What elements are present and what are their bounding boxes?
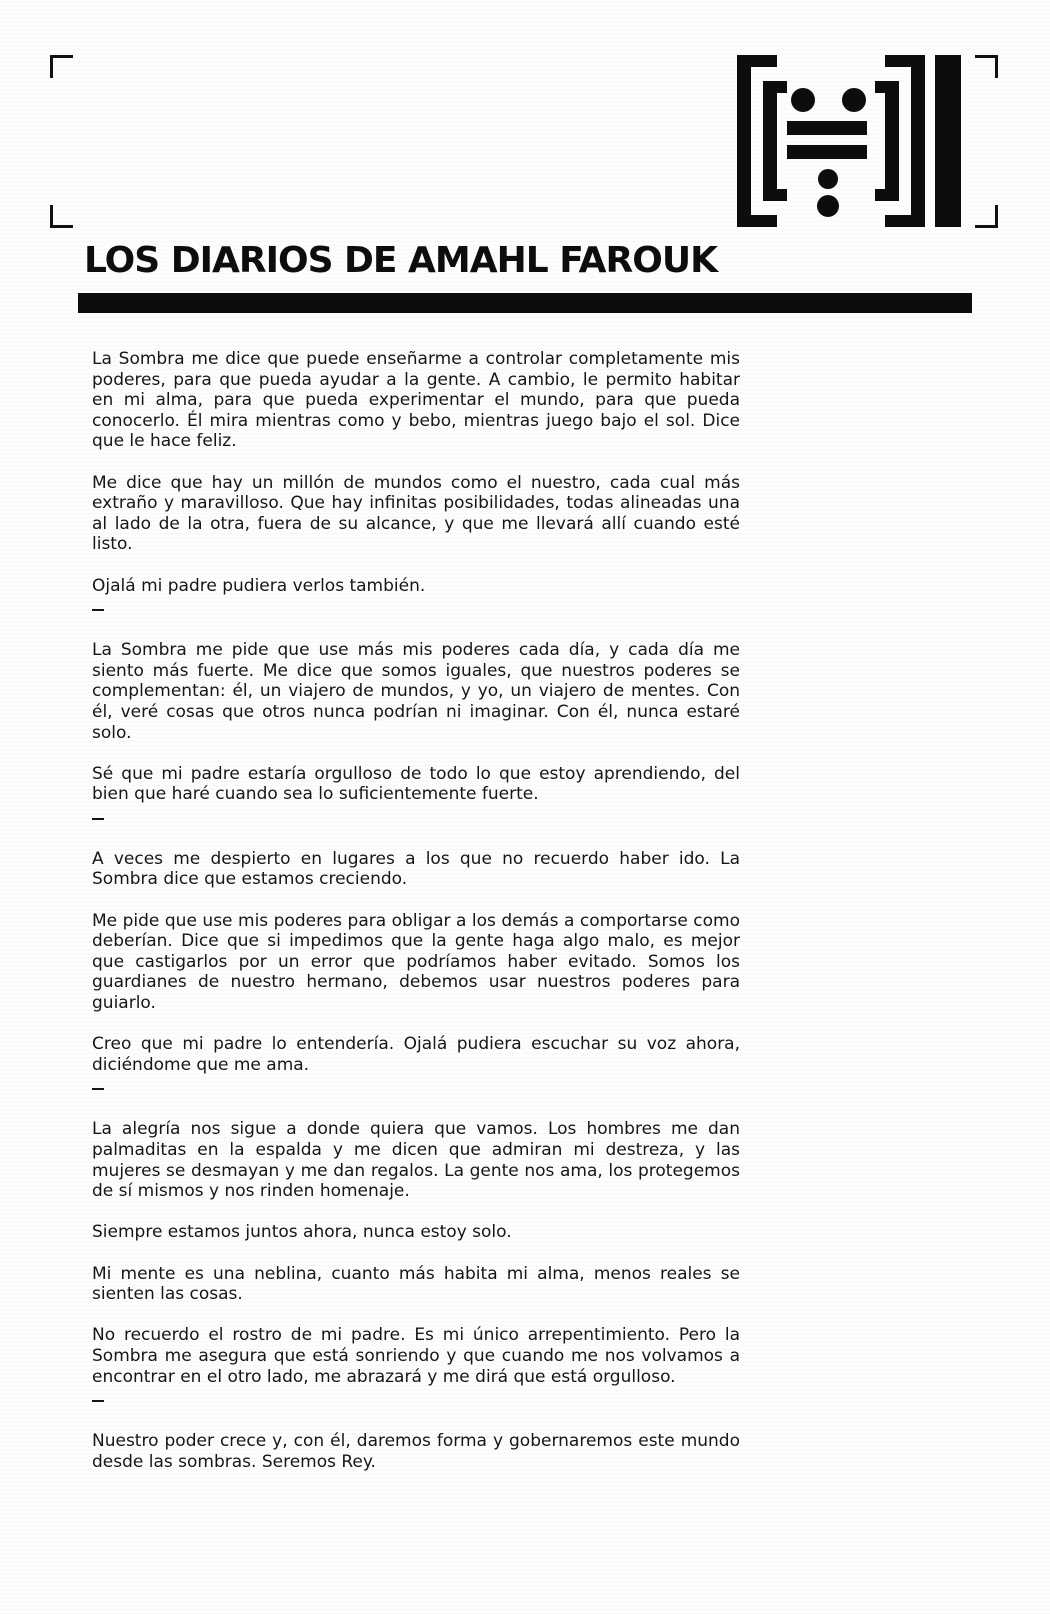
crop-mark-top-left: [50, 55, 73, 78]
entry-separator-dash: [92, 609, 104, 611]
paragraph: Sé que mi padre estaría orgulloso de todo lo que estoy aprendiendo, del bien que haré cuando sea lo suficientemente fuerte.: [92, 763, 740, 805]
entry-separator-dash: [92, 1088, 104, 1090]
journal-body: [92, 349, 740, 1493]
crop-mark-bottom-right: [975, 205, 998, 228]
paragraph: A veces me despierto en lugares a los que no recuerdo haber ido. La Sombra dice que estamos creciendo.: [92, 848, 740, 890]
title-underline-bar: [78, 293, 972, 313]
journal-entry-3: [92, 849, 740, 1076]
paragraph: Nuestro poder crece y, con él, daremos forma y gobernaremos este mundo desde las sombras. Seremos Rey.: [92, 1431, 740, 1472]
journal-entry-4: [92, 1119, 740, 1387]
paragraph: Mi mente es una neblina, cuanto más habita mi alma, menos reales se sienten las cosas.: [92, 1263, 740, 1305]
paragraph: Me dice que hay un millón de mundos como el nuestro, cada cual más extraño y maravilloso. Que hay infinitas posibilidades, todas alineadas una al lado de la otra, fuera de su alcance, y que me llevará allí cuando esté listo.: [92, 472, 740, 555]
paragraph: No recuerdo el rostro de mi padre. Es mi único arrepentimiento. Pero la Sombra me asegura que está sonriendo y que cuando me nos volvamos a encontrar en el otro lado, me abrazará y me dirá que está orgulloso.: [92, 1325, 740, 1387]
paragraph: La alegría nos sigue a donde quiera que vamos. Los hombres me dan palmaditas en la espalda y me dicen que admiran mi destreza, y las mujeres se desmayan y me dan regalos. La gente nos ama, los protegemos de sí mismos y nos rinden homenaje.: [92, 1119, 740, 1202]
paragraph: Creo que mi padre lo entendería. Ojalá pudiera escuchar su voz ahora, diciéndome que me ama.: [92, 1034, 740, 1075]
crop-mark-top-right: [975, 55, 998, 78]
paragraph: Siempre estamos juntos ahora, nunca estoy solo.: [92, 1222, 512, 1243]
journal-entry-2: [92, 640, 740, 805]
journal-entry-5: [92, 1431, 740, 1472]
paragraph: Ojalá mi padre pudiera verlos también.: [92, 575, 426, 596]
amahl-farouk-emblem-icon: [737, 55, 965, 227]
entry-separator-dash: [92, 1400, 104, 1402]
paragraph: La Sombra me dice que puede enseñarme a controlar completamente mis poderes, para que pueda ayudar a la gente. A cambio, le permito habitar en mi alma, para que pueda experimentar el mundo, para que pueda conocerlo. Él mira mientras como y bebo, mientras juego bajo el sol. Dice que le hace feliz.: [92, 349, 740, 452]
entry-separator-dash: [92, 818, 104, 820]
journal-entry-1: [92, 349, 740, 596]
paragraph: Me pide que use mis poderes para obligar a los demás a comportarse como deberían. Dice que si impedimos que la gente haga algo malo, es mejor que castigarlos por un error que podríamos haber evitado. Somos los guardianes de nuestro hermano, debemos usar nuestros poderes para guiarlo.: [92, 910, 740, 1014]
paragraph: La Sombra me pide que use más mis poderes cada día, y cada día me siento más fuerte. Me dice que somos iguales, que nuestros poderes se complementan: él, un viajero de mundos, y yo, un viajero de mentes. Con él, veré cosas que otros nunca podrían ni imaginar. Con él, nunca estaré solo.: [92, 640, 740, 743]
crop-mark-bottom-left: [50, 205, 73, 228]
page-title: LOS DIARIOS DE AMAHL FAROUK: [84, 240, 717, 281]
